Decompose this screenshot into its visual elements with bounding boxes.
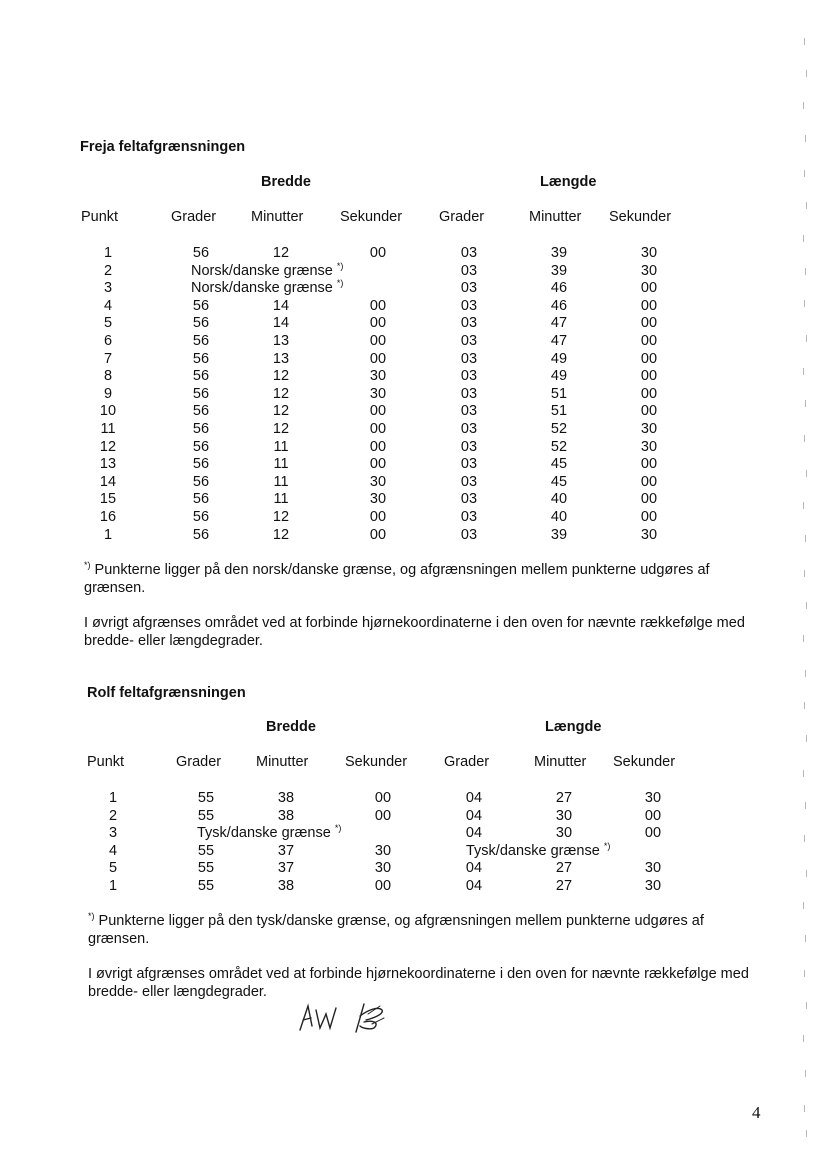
- cell-bredde-sekunder: 00: [369, 526, 387, 543]
- cell-laengde-grader: 03: [460, 315, 478, 332]
- cell-punkt: 16: [99, 509, 117, 525]
- cell-bredde-minutter: 12: [272, 403, 290, 420]
- cell-laengde-minutter: 39: [550, 262, 568, 279]
- cell-bredde-grader: 55: [197, 878, 215, 894]
- cell-laengde-sekunder: 30: [644, 790, 662, 806]
- cell-laengde-sekunder: 30: [644, 860, 662, 877]
- cell-laengde-grader: 03: [460, 262, 478, 279]
- cell-punkt: 3: [108, 825, 118, 842]
- cell-laengde-minutter: 45: [550, 473, 568, 490]
- cell-laengde-minutter: 49: [550, 368, 568, 385]
- footnote-text: Punkterne ligger på den norsk/danske grænse, og afgrænsningen mellem punkterne udgøres af grænsen.: [84, 562, 710, 596]
- cell-punkt: 2: [108, 807, 118, 824]
- border-note-text: Tysk/danske grænse: [197, 825, 331, 842]
- footnote-mark: *): [88, 911, 95, 921]
- cell-laengde-grader: 03: [460, 368, 478, 385]
- cell-bredde-sekunder: 30: [374, 860, 392, 877]
- border-note-text: Norsk/danske grænse: [191, 280, 333, 297]
- cell-bredde-grader: 56: [192, 509, 210, 525]
- cell-bredde-grader: 56: [192, 350, 210, 367]
- cell-bredde-minutter: 14: [272, 315, 290, 332]
- cell-laengde-sekunder: 00: [644, 825, 662, 842]
- border-note-text: Tysk/danske grænse: [466, 842, 600, 859]
- cell-laengde-minutter: 40: [550, 491, 568, 508]
- cell-laengde-grader: 03: [460, 403, 478, 420]
- cell-laengde-minutter: 30: [555, 825, 573, 842]
- cell-laengde-minutter: 27: [555, 860, 573, 877]
- cell-laengde-sekunder: 00: [640, 456, 658, 473]
- cell-laengde-sekunder: 00: [640, 333, 658, 349]
- cell-bredde-minutter: 12: [272, 509, 290, 525]
- cell-bredde-minutter: 38: [277, 807, 295, 824]
- column-header-bredde-sekunder: Sekunder: [345, 754, 408, 770]
- cell-bredde-sekunder: 00: [369, 333, 387, 349]
- cell-punkt: 5: [108, 860, 118, 877]
- cell-laengde-sekunder: 00: [640, 280, 658, 297]
- footnote-rolf: [88, 912, 768, 962]
- footnote-freja: [84, 561, 764, 611]
- column-header-bredde-grader: Grader: [176, 754, 222, 770]
- footnote-mark: *): [84, 560, 91, 570]
- cell-bredde-grader: 56: [192, 315, 210, 332]
- cell-laengde-sekunder: 30: [640, 421, 658, 437]
- group-header-bredde: Bredde: [261, 174, 311, 190]
- cell-bredde-minutter: 12: [272, 526, 290, 543]
- cell-bredde-minutter: 12: [272, 385, 290, 402]
- cell-laengde-minutter: 52: [550, 438, 568, 455]
- cell-laengde-grader: 04: [465, 860, 483, 877]
- cell-bredde-grader: 56: [192, 526, 210, 543]
- cell-punkt: 6: [103, 333, 113, 349]
- column-header-laengde-minutter: Minutter: [529, 209, 582, 225]
- cell-bredde-grader: 55: [197, 807, 215, 824]
- cell-laengde-sekunder: 00: [640, 491, 658, 508]
- cell-punkt: 12: [99, 438, 117, 455]
- cell-bredde-minutter: 12: [272, 368, 290, 385]
- cell-bredde-grader: 55: [197, 790, 215, 806]
- cell-laengde-grader: 03: [460, 297, 478, 314]
- column-header-laengde-sekunder: Sekunder: [609, 209, 672, 225]
- cell-punkt: 4: [103, 297, 113, 314]
- cell-laengde-minutter: 51: [550, 385, 568, 402]
- footnote-text: Punkterne ligger på den tysk/danske grænse, og afgrænsningen mellem punkterne udgøres af grænsen.: [88, 913, 704, 947]
- page-number: 4: [752, 1103, 761, 1122]
- cell-bredde-grader: 56: [192, 403, 210, 420]
- column-header-bredde-minutter: Minutter: [251, 209, 304, 225]
- group-header-laengde: Længde: [540, 174, 597, 190]
- cell-laengde-sekunder: 00: [640, 473, 658, 490]
- cell-laengde-minutter: 30: [555, 807, 573, 824]
- cell-laengde-grader: 04: [465, 825, 483, 842]
- cell-laengde-sekunder: 00: [640, 368, 658, 385]
- column-header-laengde-sekunder: Sekunder: [613, 754, 676, 770]
- cell-laengde-grader: 03: [460, 491, 478, 508]
- cell-laengde-minutter: 39: [550, 526, 568, 543]
- cell-laengde-minutter: 46: [550, 297, 568, 314]
- border-note-laengde: [466, 840, 611, 859]
- border-note-text: Norsk/danske grænse: [191, 262, 333, 279]
- cell-bredde-grader: 56: [192, 245, 210, 261]
- border-note-bredde: [191, 280, 343, 296]
- cell-laengde-minutter: 49: [550, 350, 568, 367]
- cell-bredde-minutter: 38: [277, 878, 295, 894]
- cell-punkt: 11: [100, 421, 116, 437]
- cell-laengde-grader: 03: [460, 456, 478, 473]
- cell-laengde-grader: 04: [465, 790, 483, 806]
- cell-bredde-grader: 55: [197, 842, 215, 859]
- cell-bredde-minutter: 11: [273, 438, 289, 455]
- cell-bredde-grader: 56: [192, 368, 210, 385]
- group-header-laengde: Længde: [545, 719, 602, 735]
- column-header-punkt: Punkt: [87, 754, 125, 770]
- cell-laengde-sekunder: 30: [640, 262, 658, 279]
- cell-laengde-minutter: 45: [550, 456, 568, 473]
- cell-bredde-sekunder: 00: [374, 878, 392, 894]
- cell-laengde-grader: 03: [460, 333, 478, 349]
- cell-laengde-sekunder: 00: [644, 807, 662, 824]
- cell-bredde-minutter: 12: [272, 245, 290, 261]
- footnote-mark: *): [336, 260, 344, 271]
- cell-bredde-sekunder: 00: [369, 421, 387, 437]
- cell-bredde-sekunder: 00: [369, 438, 387, 455]
- cell-punkt: 14: [99, 473, 117, 490]
- cell-bredde-grader: 56: [192, 491, 210, 508]
- cell-laengde-sekunder: 00: [640, 509, 658, 525]
- cell-laengde-sekunder: 00: [640, 385, 658, 402]
- cell-bredde-sekunder: 30: [369, 368, 387, 385]
- cell-laengde-sekunder: 30: [644, 878, 662, 894]
- cell-punkt: 10: [99, 403, 117, 420]
- paragraph-rolf: I øvrigt afgrænses området ved at forbinde hjørnekoordinaterne i den oven for nævnte rækkefølge med bredde- eller længdegrader.: [88, 966, 749, 1000]
- cell-laengde-sekunder: 00: [640, 297, 658, 314]
- cell-laengde-minutter: 40: [550, 509, 568, 525]
- cell-bredde-minutter: 37: [277, 842, 295, 859]
- cell-laengde-minutter: 47: [550, 333, 568, 349]
- cell-bredde-sekunder: 00: [369, 315, 387, 332]
- paragraph-freja: I øvrigt afgrænses området ved at forbinde hjørnekoordinaterne i den oven for nævnte rækkefølge med bredde- eller længdegrader.: [84, 615, 745, 649]
- cell-punkt: 2: [103, 262, 113, 279]
- border-note-bredde: [197, 825, 341, 841]
- cell-laengde-grader: 03: [460, 421, 478, 437]
- cell-bredde-grader: 56: [192, 438, 210, 455]
- column-header-laengde-grader: Grader: [439, 209, 485, 225]
- cell-laengde-sekunder: 30: [640, 526, 658, 543]
- cell-bredde-sekunder: 30: [369, 385, 387, 402]
- cell-punkt: 1: [103, 245, 113, 261]
- cell-punkt: 1: [103, 526, 113, 543]
- border-note-bredde: [191, 260, 344, 279]
- cell-punkt: 1: [108, 878, 118, 894]
- group-header-bredde: Bredde: [266, 719, 316, 735]
- cell-laengde-grader: 04: [465, 807, 483, 824]
- cell-laengde-minutter: 27: [555, 790, 573, 806]
- cell-laengde-minutter: 52: [550, 421, 568, 437]
- section-title-rolf: Rolf feltafgrænsningen: [87, 685, 246, 701]
- cell-laengde-minutter: 47: [550, 315, 568, 332]
- cell-laengde-minutter: 27: [555, 878, 573, 894]
- cell-bredde-minutter: 12: [272, 421, 290, 437]
- cell-bredde-sekunder: 00: [369, 350, 387, 367]
- cell-punkt: 7: [103, 350, 113, 367]
- cell-laengde-grader: 03: [460, 245, 478, 261]
- cell-punkt: 8: [103, 368, 113, 385]
- cell-bredde-sekunder: 00: [369, 456, 387, 473]
- cell-laengde-minutter: 51: [550, 403, 568, 420]
- cell-laengde-sekunder: 30: [640, 438, 658, 455]
- cell-punkt: 4: [108, 842, 118, 859]
- cell-punkt: 3: [103, 280, 113, 297]
- cell-laengde-grader: 03: [460, 438, 478, 455]
- footnote-mark: *): [603, 840, 611, 851]
- cell-bredde-grader: 56: [192, 385, 210, 402]
- cell-laengde-grader: 03: [460, 385, 478, 402]
- cell-laengde-grader: 03: [460, 280, 478, 297]
- cell-bredde-minutter: 37: [277, 860, 295, 877]
- cell-bredde-sekunder: 30: [369, 491, 387, 508]
- cell-bredde-sekunder: 00: [369, 245, 387, 261]
- cell-laengde-sekunder: 00: [640, 350, 658, 367]
- cell-laengde-grader: 03: [460, 473, 478, 490]
- cell-punkt: 15: [99, 491, 117, 508]
- cell-bredde-sekunder: 30: [374, 842, 392, 859]
- column-header-bredde-grader: Grader: [171, 209, 217, 225]
- cell-bredde-sekunder: 00: [369, 403, 387, 420]
- section-title-freja: Freja feltafgrænsningen: [80, 139, 246, 155]
- cell-punkt: 9: [103, 385, 113, 402]
- column-header-punkt: Punkt: [81, 209, 119, 225]
- cell-bredde-grader: 56: [192, 456, 210, 473]
- cell-laengde-sekunder: 00: [640, 403, 658, 420]
- cell-bredde-sekunder: 00: [374, 807, 392, 824]
- cell-bredde-sekunder: 30: [369, 473, 387, 490]
- cell-laengde-minutter: 39: [550, 245, 568, 261]
- cell-punkt: 5: [103, 315, 113, 332]
- footnote-mark: *): [334, 823, 342, 834]
- cell-bredde-grader: 56: [192, 473, 210, 490]
- cell-laengde-sekunder: 30: [640, 245, 658, 261]
- cell-laengde-grader: 03: [460, 526, 478, 543]
- scan-edge-marks: [800, 30, 827, 1150]
- column-header-bredde-minutter: Minutter: [256, 754, 309, 770]
- cell-laengde-grader: 03: [460, 509, 478, 525]
- cell-laengde-grader: 03: [460, 350, 478, 367]
- cell-laengde-grader: 04: [465, 878, 483, 894]
- footnote-mark: *): [336, 278, 344, 289]
- cell-bredde-minutter: 11: [273, 491, 289, 508]
- column-header-bredde-sekunder: Sekunder: [340, 209, 403, 225]
- column-header-laengde-grader: Grader: [444, 754, 490, 770]
- cell-bredde-minutter: 14: [272, 297, 290, 314]
- cell-bredde-grader: 56: [192, 297, 210, 314]
- cell-bredde-minutter: 13: [272, 333, 290, 349]
- cell-laengde-sekunder: 00: [640, 315, 658, 332]
- cell-bredde-sekunder: 00: [369, 509, 387, 525]
- cell-bredde-minutter: 11: [273, 473, 289, 490]
- cell-bredde-minutter: 13: [272, 350, 290, 367]
- cell-laengde-minutter: 46: [550, 280, 568, 297]
- cell-punkt: 1: [108, 790, 118, 806]
- cell-punkt: 13: [99, 456, 117, 473]
- cell-bredde-minutter: 11: [273, 456, 289, 473]
- cell-bredde-minutter: 38: [277, 790, 295, 806]
- cell-bredde-grader: 56: [192, 333, 210, 349]
- cell-bredde-grader: 55: [197, 860, 215, 877]
- cell-bredde-sekunder: 00: [374, 790, 392, 806]
- column-header-laengde-minutter: Minutter: [534, 754, 587, 770]
- cell-bredde-grader: 56: [192, 421, 210, 437]
- handwritten-initials-signature: [298, 996, 398, 1036]
- cell-bredde-sekunder: 00: [369, 297, 387, 314]
